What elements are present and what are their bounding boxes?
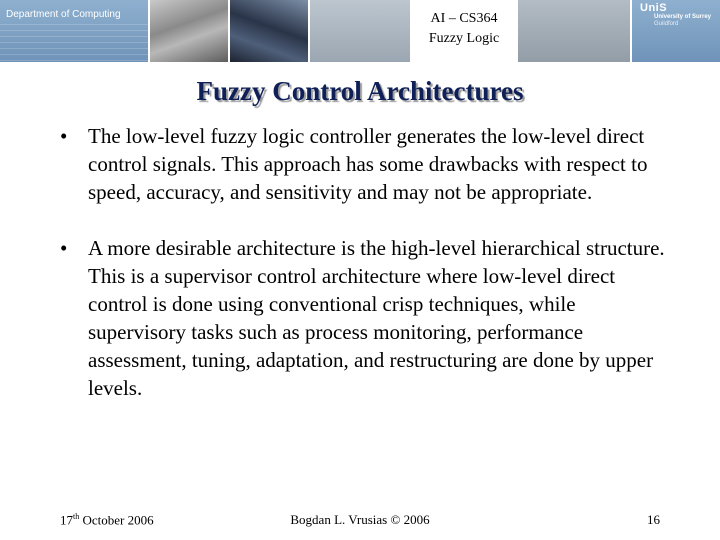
header-photo-lab [150,0,229,62]
header-photo-campus [518,0,631,62]
footer-date-suffix: th [73,512,80,521]
university-name: University of Surrey [654,14,712,20]
slide-header [0,0,720,62]
footer-author: Bogdan L. Vrusias © 2006 [290,512,430,527]
footer-date-day: 17 [60,512,73,528]
footer-date-rest: October 2006 [79,512,154,528]
department-banner [0,0,148,62]
course-code: AI – CS364 [430,11,498,26]
bullet-item: • A more desirable architecture is the high-level hierarchical structure. This is a supervisor control architecture where low-level direct control is done using conventional crisp techniques, while supervisory tasks such as process monitoring, performance assessment, tuning, adaptation, and restructuring are done by upper levels. [60,234,670,402]
course-topic: Fuzzy Logic [428,31,500,46]
department-label: Department of Computing [6,9,121,20]
university-logo-panel [632,0,720,62]
header-photo-building [310,0,411,62]
header-photo-students [230,0,309,62]
course-info [410,0,518,62]
page-number: 16 [647,512,660,527]
unis-logo: UniS [640,2,668,14]
slide-title: Fuzzy Control Architectures [196,76,524,106]
banner-stripes [0,24,148,62]
university-location: Guildford [654,21,679,27]
bullet-item: • The low-level fuzzy logic controller generates the low-level direct control signals. This approach has some drawbacks with respect to speed, accuracy, and sensitivity and may not be appropriate. [60,122,670,206]
bullet-list [60,122,670,430]
